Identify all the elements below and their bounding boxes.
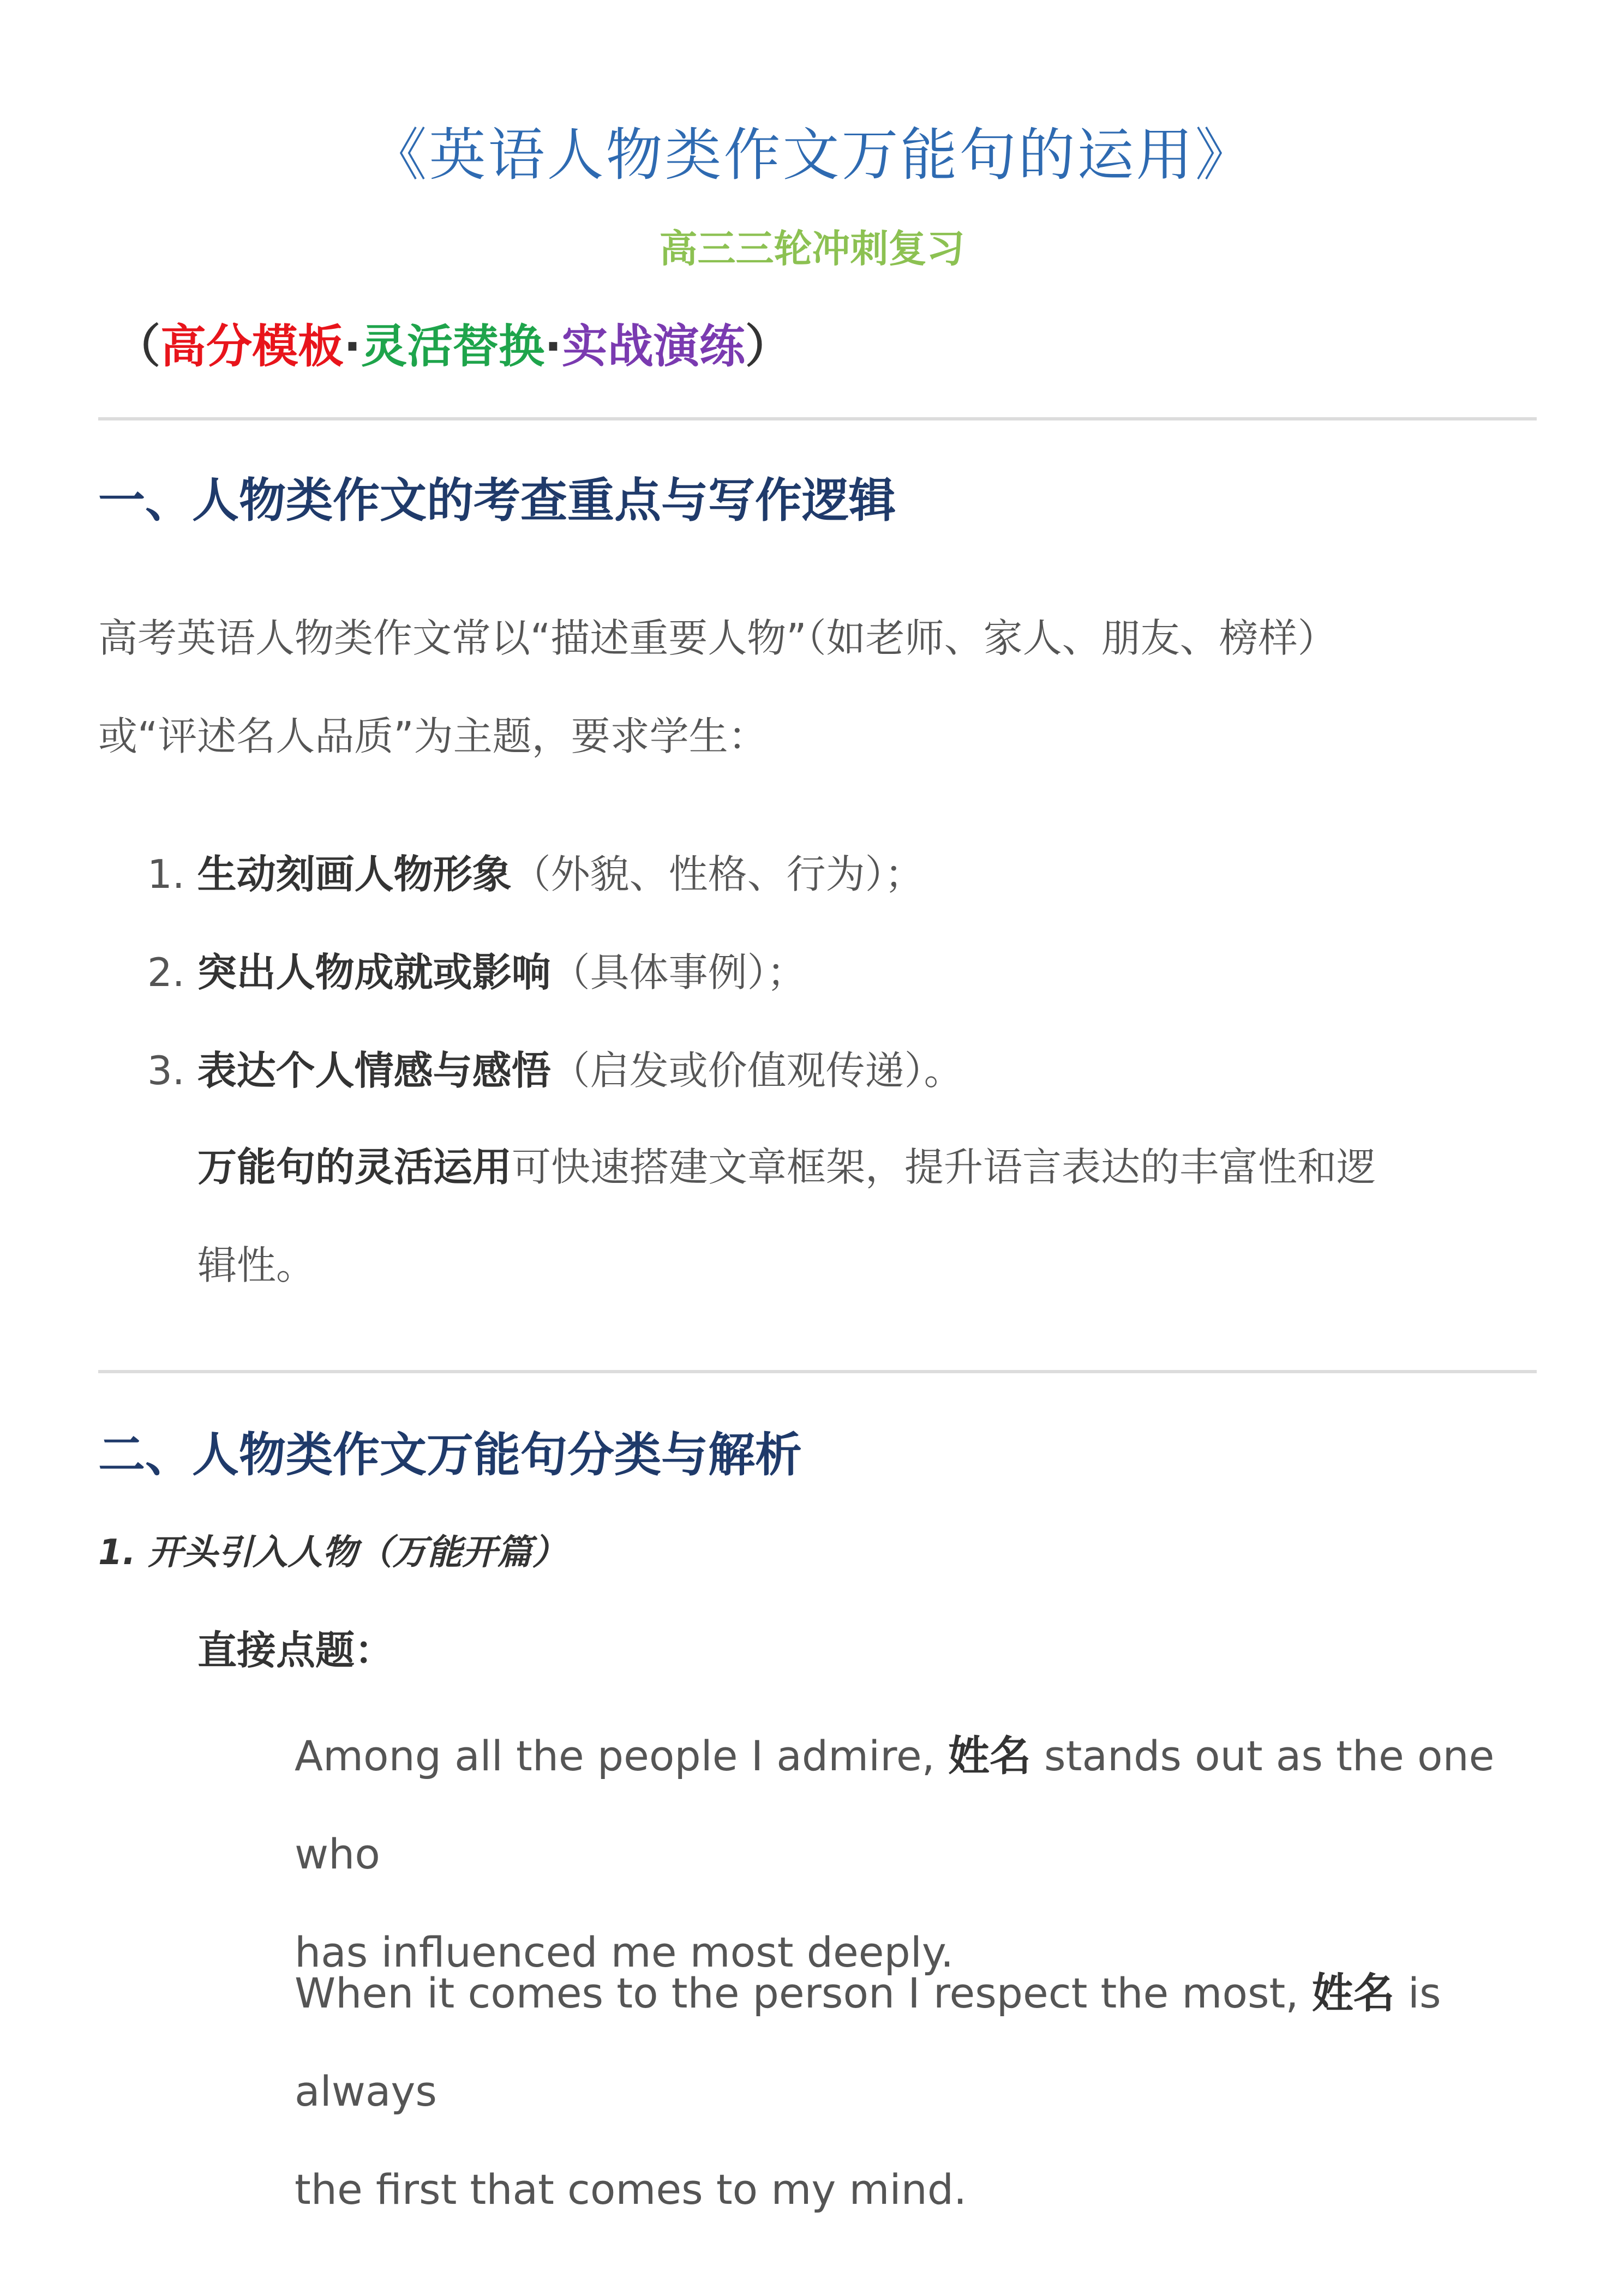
example-text: Among all the people I admire, xyxy=(295,1732,948,1780)
example-text: is always xyxy=(295,1969,1441,2115)
example-text: When it comes to the person I respect the most, xyxy=(295,1969,1312,2017)
divider xyxy=(98,1370,1537,1373)
tagline-dot-2: · xyxy=(544,320,562,373)
tagline-open: （ xyxy=(115,320,161,373)
divider xyxy=(98,417,1537,420)
example-text: stands out as the one who xyxy=(295,1732,1495,1878)
tagline-part-3: 实战演练 xyxy=(561,320,745,373)
example-line-2: the first that comes to my mind. xyxy=(295,2165,967,2214)
note-line-2: 辑性。 xyxy=(197,1242,316,1288)
subsection-heading: 1. 开头引入人物（万能开篇） xyxy=(98,1532,567,1573)
example-line-1 xyxy=(295,1707,1549,1903)
section-2-heading: 二、人物类作文万能句分类与解析 xyxy=(98,1428,802,1482)
list-item-rest: （外貌、性格、行为）； xyxy=(511,851,924,897)
document-subtitle: 高三三轮冲刺复习 xyxy=(659,226,965,271)
tagline-close: ） xyxy=(745,320,791,373)
list-item-bold: 生动刻画人物形象 xyxy=(197,851,512,897)
tagline-part-1: 高分模板 xyxy=(160,320,344,373)
note-bold: 万能句的灵活运用 xyxy=(197,1144,512,1190)
lead-label: 直接点题： xyxy=(197,1627,394,1673)
section-1-intro xyxy=(98,589,1538,785)
tagline-part-2: 灵活替换 xyxy=(361,320,544,373)
list-item xyxy=(147,843,924,899)
name-placeholder: 姓名 xyxy=(1311,1969,1395,2017)
list-item-rest: （具体事例）； xyxy=(550,949,806,995)
tagline-dot-1: · xyxy=(344,320,361,373)
intro-line-2: 或“评述名人品质”为主题，要求学生： xyxy=(98,713,768,759)
example-line-1 xyxy=(295,1944,1549,2141)
example-sentence xyxy=(295,1944,1549,2239)
note-rest: 可快速搭建文章框架，提升语言表达的丰富性和逻 xyxy=(512,1144,1376,1190)
list-item-bold: 突出人物成就或影响 xyxy=(197,949,551,995)
name-placeholder: 姓名 xyxy=(948,1732,1031,1780)
list-item-number: 3. xyxy=(147,1048,185,1093)
note-line-1 xyxy=(197,1135,1376,1192)
list-item-number: 2. xyxy=(147,949,185,995)
example-line-2: has influenced me most deeply. xyxy=(295,1928,954,1976)
list-item xyxy=(147,1039,963,1096)
list-item xyxy=(147,941,806,997)
list-item-rest: （启发或价值观传递）。 xyxy=(550,1048,963,1093)
list-item-number: 1. xyxy=(147,851,185,897)
tagline xyxy=(115,310,791,376)
document-title: 《英语人物类作文万能句的运用》 xyxy=(370,122,1254,188)
list-item-bold: 表达个人情感与感悟 xyxy=(197,1048,551,1093)
section-1-heading: 一、人物类作文的考查重点与写作逻辑 xyxy=(98,473,896,528)
intro-line-1: 高考英语人物类作文常以“描述重要人物”（如老师、家人、朋友、榜样） xyxy=(98,615,1337,661)
